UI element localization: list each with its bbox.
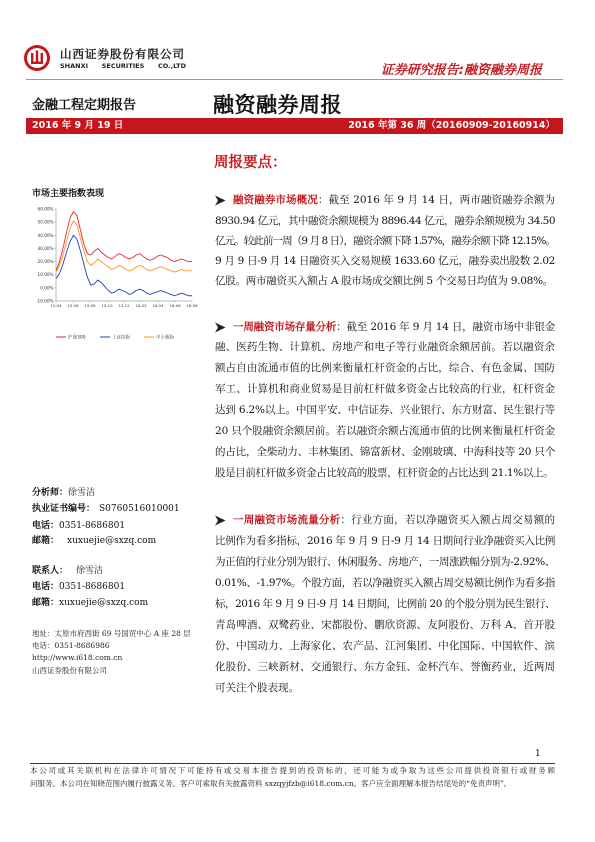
paragraph-2-line: 达到 6.2%以上。中国平安、中信证券、兴业银行、东方财富、民生银行等 — [215, 404, 555, 416]
footer-divider — [30, 763, 555, 764]
y-tick-label: 20.00% — [37, 259, 54, 265]
paragraph-3-line: 标，2016 年 9 月 9 日-9 月 14 日期间，比例前 20 的个股分别为民生银行、 — [215, 598, 555, 610]
analyst-email: xuxuejie@sxzq.com — [67, 536, 157, 546]
paragraph-3-line: 化股份、三峡新材、交通银行、东方金钰、金杯汽车、誉衡药业，近两周 — [215, 661, 555, 673]
paragraph-1-line: 8930.94 亿元，其中融资余额规模为 8896.44 亿元，融券余额规模为 34.50 — [215, 215, 555, 227]
paragraph-1-line: 9 月 9 日-9 月 14 日融资买入交易规模 1633.60 亿元，融券卖出股数 2.02 — [215, 255, 555, 267]
paragraph-2-line: 的占比，全柴动力、丰林集团、锦富新材、金刚玻璃、中海科技等 20 只个 — [215, 446, 555, 458]
y-tick-label: 60.00% — [37, 206, 54, 212]
contact-phone-label: 电话： — [32, 582, 60, 592]
y-tick-label: 40.00% — [37, 232, 54, 238]
paragraph-3-text: ：行业方面，若以净融资买入额占周交易额的 — [340, 514, 556, 526]
analyst-label: 分析师： — [32, 488, 69, 498]
y-tick-label: -10.00% — [36, 298, 54, 304]
paragraph-2-line: 20 只个股融资余额居前。若以融资余额占流通市值的比例来衡量杠杆资金 — [215, 425, 555, 437]
company-name-en: SHANXI SECURITIES CO.,LTD — [60, 62, 186, 70]
paragraph-3-line: 可关注个股表现。 — [215, 682, 299, 694]
paragraph-2-line: 军工、计算机和商业贸易是目前杠杆做多资金占比较高的行业，杠杆资金 — [215, 383, 555, 395]
paragraph-2-line: 股是目前杠杆做多资金占比较高的股票，杠杆资金的占比达到 21.1%以上。 — [215, 467, 554, 479]
paragraph-3-line: 青岛啤酒、双鹭药业、宋都股份、鹏欣资源、友阿股份、万科 A、首开股 — [215, 619, 555, 631]
paragraph-2-line-1 — [233, 320, 555, 335]
paragraph-1-line: 亿股。两市融资买入额占 A 股市场成交额比例 5 个交易日均值为 9.08%。 — [215, 275, 554, 287]
legend-label: 沪深300 — [68, 335, 86, 341]
analyst-phone-row — [32, 521, 125, 532]
x-tick-label: 15-10 — [101, 303, 113, 308]
company-name-footer: 山西证券股份有限公司 — [32, 666, 107, 675]
x-tick-label: 15-12 — [118, 303, 130, 308]
paragraph-1-line: 亿元。较此前一周（9 月 8 日），融资余额下降 1.57%，融券余额下降 12.15%。 — [215, 235, 555, 247]
series-line-3 — [56, 221, 192, 272]
paragraph-1-text: ：截至 2016 年 9 月 14 日，两市融资融券余额为 — [317, 194, 555, 206]
report-title: 融资融券周报 — [213, 93, 342, 117]
y-tick-label: 50.00% — [37, 219, 54, 225]
analyst-cert-row — [32, 504, 180, 515]
y-tick-label: 10.00% — [37, 272, 54, 278]
contact-name: 徐雪洁 — [76, 566, 104, 576]
contact-phone: 0351-8686801 — [59, 582, 126, 592]
company-phone: 电话：0351-8686986 — [32, 641, 110, 650]
report-type: 证券研究报告:融资融券周报 — [380, 63, 542, 78]
disclaimer-line: 问服务。本公司在知晓范围内履行披露义务。客户可索取有关披露资料 sxzqyjfzb@i618.com.cn。客户应全面理解本报告结尾处的“免责声明”。 — [30, 779, 512, 788]
contact-label: 联系人： — [32, 566, 69, 576]
analyst-cert-label: 执业证书编号： — [32, 504, 96, 514]
x-tick-label: 16-02 — [135, 303, 147, 308]
contact-phone-row — [32, 582, 125, 593]
paragraph-2-label: 一周融资市场存量分析 — [233, 321, 337, 333]
legend-label: 上证综指 — [112, 335, 130, 341]
paragraph-2-line: 额占自由流通市值的比例来衡量杠杆资金的占比，综合、有色金属、国防 — [215, 362, 555, 374]
paragraph-1-label: 融资融券市场概况 — [233, 194, 318, 206]
company-website: http://www.i618.com.cn — [32, 653, 123, 662]
paragraph-2-line: 融、医药生物、计算机、房地产和电子等行业融资余额居前。若以融资余 — [215, 341, 555, 353]
chart-title: 市场主要指数表现 — [32, 189, 105, 199]
x-tick-label: 15-08 — [84, 303, 96, 308]
company-name-cn: 山西证券股份有限公司 — [60, 47, 185, 61]
paragraph-1-line-1 — [233, 193, 555, 208]
analyst-name: 徐雪洁 — [68, 488, 96, 498]
page-number: 1 — [535, 749, 541, 759]
x-tick-label: 15-06 — [67, 303, 79, 308]
report-date: 2016 年 9 月 19 日 — [32, 120, 124, 131]
analyst-row — [32, 488, 95, 499]
series-line-2 — [56, 235, 192, 295]
report-week: 2016 年第 36 周（20160909-20160914） — [348, 120, 555, 131]
y-tick-label: 30.00% — [37, 245, 54, 251]
contact-email-label: 邮箱： — [32, 598, 60, 608]
analyst-email-label: 邮箱： — [32, 536, 60, 546]
report-category: 金融工程定期报告 — [32, 98, 137, 113]
x-tick-label: 16-08 — [186, 303, 198, 308]
analyst-email-row — [32, 536, 156, 547]
paragraph-3-line: 比例作为看多指标，2016 年 9 月 9 日-9 月 14 日期间行业净融资买入比例 — [215, 535, 555, 547]
shanxi-securities-logo-icon — [23, 44, 51, 72]
arrow-bullet-icon — [215, 322, 226, 333]
x-tick-label: 16-04 — [152, 303, 164, 308]
paragraph-3-line: 为正值的行业分别为银行、休闲服务、房地产，一周涨跌幅分别为-2.92%、 — [215, 556, 555, 568]
y-tick-label: 0.00% — [40, 285, 54, 291]
paragraph-2-text: ：截至 2016 年 9 月 14 日，融资市场中非银金 — [336, 321, 555, 333]
arrow-bullet-icon — [215, 515, 226, 526]
summary-heading: 周报要点： — [214, 155, 287, 171]
analyst-phone: 0351-8686801 — [59, 521, 126, 531]
paragraph-3-line-1 — [233, 513, 555, 528]
company-address: 地址：太原市府西街 69 号国贸中心 A 座 28 层 — [32, 629, 191, 638]
paragraph-3-line: 份、中国动力、上海家化、农产品、江河集团、中化国际、中国软件、滨 — [215, 640, 555, 652]
contact-email-row — [32, 598, 148, 609]
market-index-chart — [30, 203, 198, 348]
paragraph-3-label: 一周融资市场流量分析 — [233, 514, 341, 526]
disclaimer-line: 本公司或其关联机构在法律许可情况下可能持有或交易本报告提到的投资标的，还可能为或争取为这些公司提供投资银行或财务顾 — [30, 766, 555, 775]
legend-label: 中小板指 — [156, 335, 174, 341]
analyst-cert: S0760516010001 — [99, 504, 180, 514]
arrow-bullet-icon — [215, 195, 226, 206]
paragraph-3-line: 0.01%、-1.97%。个股方面，若以净融资买入额占周交易额比例作为看多指 — [215, 577, 555, 589]
series-line-1 — [56, 212, 192, 271]
header-divider — [26, 79, 563, 80]
x-tick-label: 15-04 — [50, 303, 62, 308]
contact-email: xuxuejie@sxzq.com — [59, 598, 149, 608]
x-tick-label: 16-06 — [169, 303, 181, 308]
analyst-phone-label: 电话： — [32, 521, 60, 531]
contact-row — [32, 566, 103, 577]
